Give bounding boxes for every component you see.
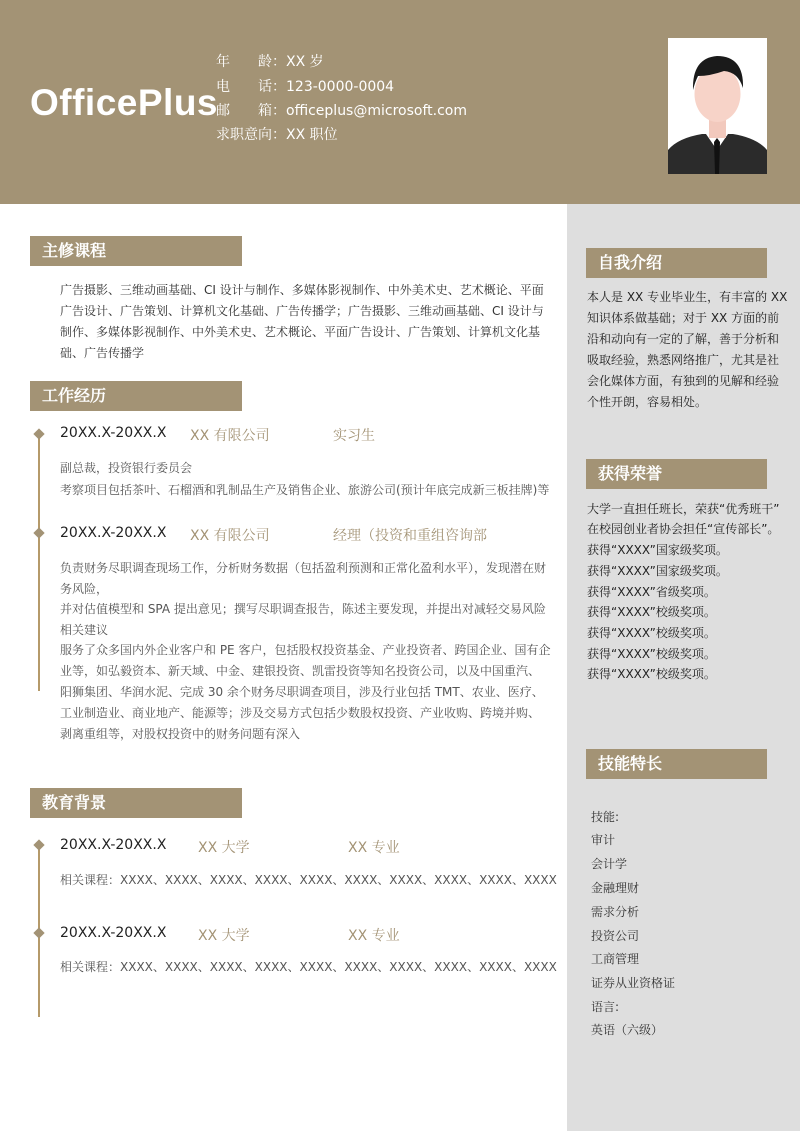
section-title-about: 自我介绍 — [586, 248, 767, 278]
honor-line: 获得“XXXX”校级奖项。 — [587, 667, 716, 681]
about-line: 沿和动向有一定的了解，善于分析和 — [587, 332, 780, 346]
skill-line: 语言: — [591, 1000, 620, 1014]
section-title-skills: 技能特长 — [586, 749, 767, 779]
about-line: 本人是 XX 专业毕业生，有丰富的 XX — [587, 290, 788, 304]
section-title-education: 教育背景 — [30, 788, 242, 818]
work-detail: 工业制造业、商业地产、能源等；涉及交易方式包括少数股权投资、产业收购、跨境并购、 — [60, 706, 541, 720]
work-detail: 服务了众多国内外企业客户和 PE 客户，包括股权投资基金、产业投资者、跨国企业、国有企 — [60, 643, 551, 657]
work-date: 20XX.X-20XX.X — [60, 425, 167, 441]
info-label: 年 龄： — [216, 54, 286, 70]
skill-line: 英语（六级） — [591, 1023, 664, 1037]
profile-photo — [668, 38, 767, 174]
info-value: officeplus@microsoft.com — [286, 103, 467, 119]
skill-line: 审计 — [591, 833, 616, 847]
work-company: XX 有限公司 — [190, 528, 270, 544]
honor-line: 获得“XXXX”国家级奖项。 — [587, 564, 728, 578]
work-role: 实习生 — [333, 428, 375, 444]
section-title-work: 工作经历 — [30, 381, 242, 411]
work-detail: 业等，如弘毅资本、新天域、中金、建银投资、凯雷投资等知名投资公司，以及中国重汽、 — [60, 664, 541, 678]
work-detail: 剥离重组等，对股权投资中的财务问题有深入 — [60, 727, 301, 741]
timeline-diamond — [33, 527, 44, 538]
honor-line: 获得“XXXX”国家级奖项。 — [587, 543, 728, 557]
info-age — [216, 52, 324, 72]
timeline-diamond — [33, 927, 44, 938]
info-label: 电 话： — [216, 79, 286, 95]
skill-line: 证券从业资格证 — [591, 976, 676, 990]
edu-school: XX 大学 — [198, 840, 250, 856]
work-detail: 阳狮集团、华润水泥、完成 30 余个财务尽职调查项目，涉及行业包括 TMT、农业、医疗、 — [60, 685, 544, 699]
info-phone — [216, 77, 394, 97]
honor-line: 获得“XXXX”校级奖项。 — [587, 647, 716, 661]
course-line: 广告设计、广告策划、计算机文化基础、广告传播学；广告摄影、三维动画基础、CI 设计与 — [60, 304, 544, 318]
edu-major: XX 专业 — [348, 840, 400, 856]
about-line: 会化媒体方面，有独到的见解和经验 — [587, 374, 780, 388]
honor-line: 获得“XXXX”校级奖项。 — [587, 605, 716, 619]
info-objective — [216, 125, 338, 145]
skill-line: 投资公司 — [591, 929, 640, 943]
info-email — [216, 101, 467, 121]
course-line: 广告摄影、三维动画基础、CI 设计与制作、多媒体影视制作、中外美术史、艺术概论、平面 — [60, 283, 544, 297]
work-detail: 负责财务尽职调查现场工作，分析财务数据（包括盈利预测和正常化盈利水平），发现潜在财 — [60, 561, 547, 575]
logo: OfficePlus — [30, 82, 218, 123]
skill-line: 金融理财 — [591, 881, 640, 895]
timeline-diamond — [33, 839, 44, 850]
edu-date: 20XX.X-20XX.X — [60, 837, 167, 853]
honor-line: 获得“XXXX”省级奖项。 — [587, 585, 716, 599]
work-detail: 相关建议 — [60, 623, 109, 637]
honor-line: 获得“XXXX”校级奖项。 — [587, 626, 716, 640]
edu-courses: 相关课程：XXXX、XXXX、XXXX、XXXX、XXXX、XXXX、XXXX、XXXX、XXXX、XXXX — [60, 873, 557, 887]
info-value: XX 职位 — [286, 127, 338, 143]
work-role: 经理（投资和重组咨询部 — [333, 528, 487, 544]
timeline-line — [38, 433, 40, 691]
skill-line: 技能: — [591, 810, 620, 824]
about-line: 知识体系做基础；对于 XX 方面的前 — [587, 311, 780, 325]
work-detail: 务风险， — [60, 582, 109, 596]
info-value: XX 岁 — [286, 54, 324, 70]
work-detail: 考察项目包括茶叶、石榴酒和乳制品生产及销售企业、旅游公司(预计年底完成新三板挂牌)等 — [60, 483, 550, 497]
honor-line: 在校园创业者协会担任“宣传部长”。 — [587, 522, 780, 536]
work-company: XX 有限公司 — [190, 428, 270, 444]
course-line: 础、广告传播学 — [60, 346, 145, 360]
info-label: 求职意向： — [216, 127, 286, 143]
section-title-honors: 获得荣誉 — [586, 459, 767, 489]
course-line: 制作、多媒体影视制作、中外美术史、艺术概论、平面广告设计、广告策划、计算机文化基 — [60, 325, 541, 339]
edu-courses: 相关课程：XXXX、XXXX、XXXX、XXXX、XXXX、XXXX、XXXX、XXXX、XXXX、XXXX — [60, 960, 557, 974]
avatar-icon — [668, 38, 767, 174]
skill-line: 会计学 — [591, 857, 628, 871]
skill-line: 工商管理 — [591, 952, 640, 966]
work-detail: 并对估值模型和 SPA 提出意见；撰写尽职调查报告，陈述主要发现，并提出对减轻交易风险 — [60, 602, 546, 616]
about-line: 个性开朗，容易相处。 — [587, 395, 708, 409]
edu-major: XX 专业 — [348, 928, 400, 944]
edu-date: 20XX.X-20XX.X — [60, 925, 167, 941]
timeline-diamond — [33, 428, 44, 439]
info-label: 邮 箱： — [216, 103, 286, 119]
info-value: 123-0000-0004 — [286, 79, 395, 95]
honor-line: 大学一直担任班长，荣获“优秀班干” — [587, 502, 780, 516]
work-date: 20XX.X-20XX.X — [60, 525, 167, 541]
section-title-courses: 主修课程 — [30, 236, 242, 266]
edu-school: XX 大学 — [198, 928, 250, 944]
about-line: 吸取经验，熟悉网络推广，尤其是社 — [587, 353, 780, 367]
work-detail: 副总裁，投资银行委员会 — [60, 461, 193, 475]
skill-line: 需求分析 — [591, 905, 640, 919]
